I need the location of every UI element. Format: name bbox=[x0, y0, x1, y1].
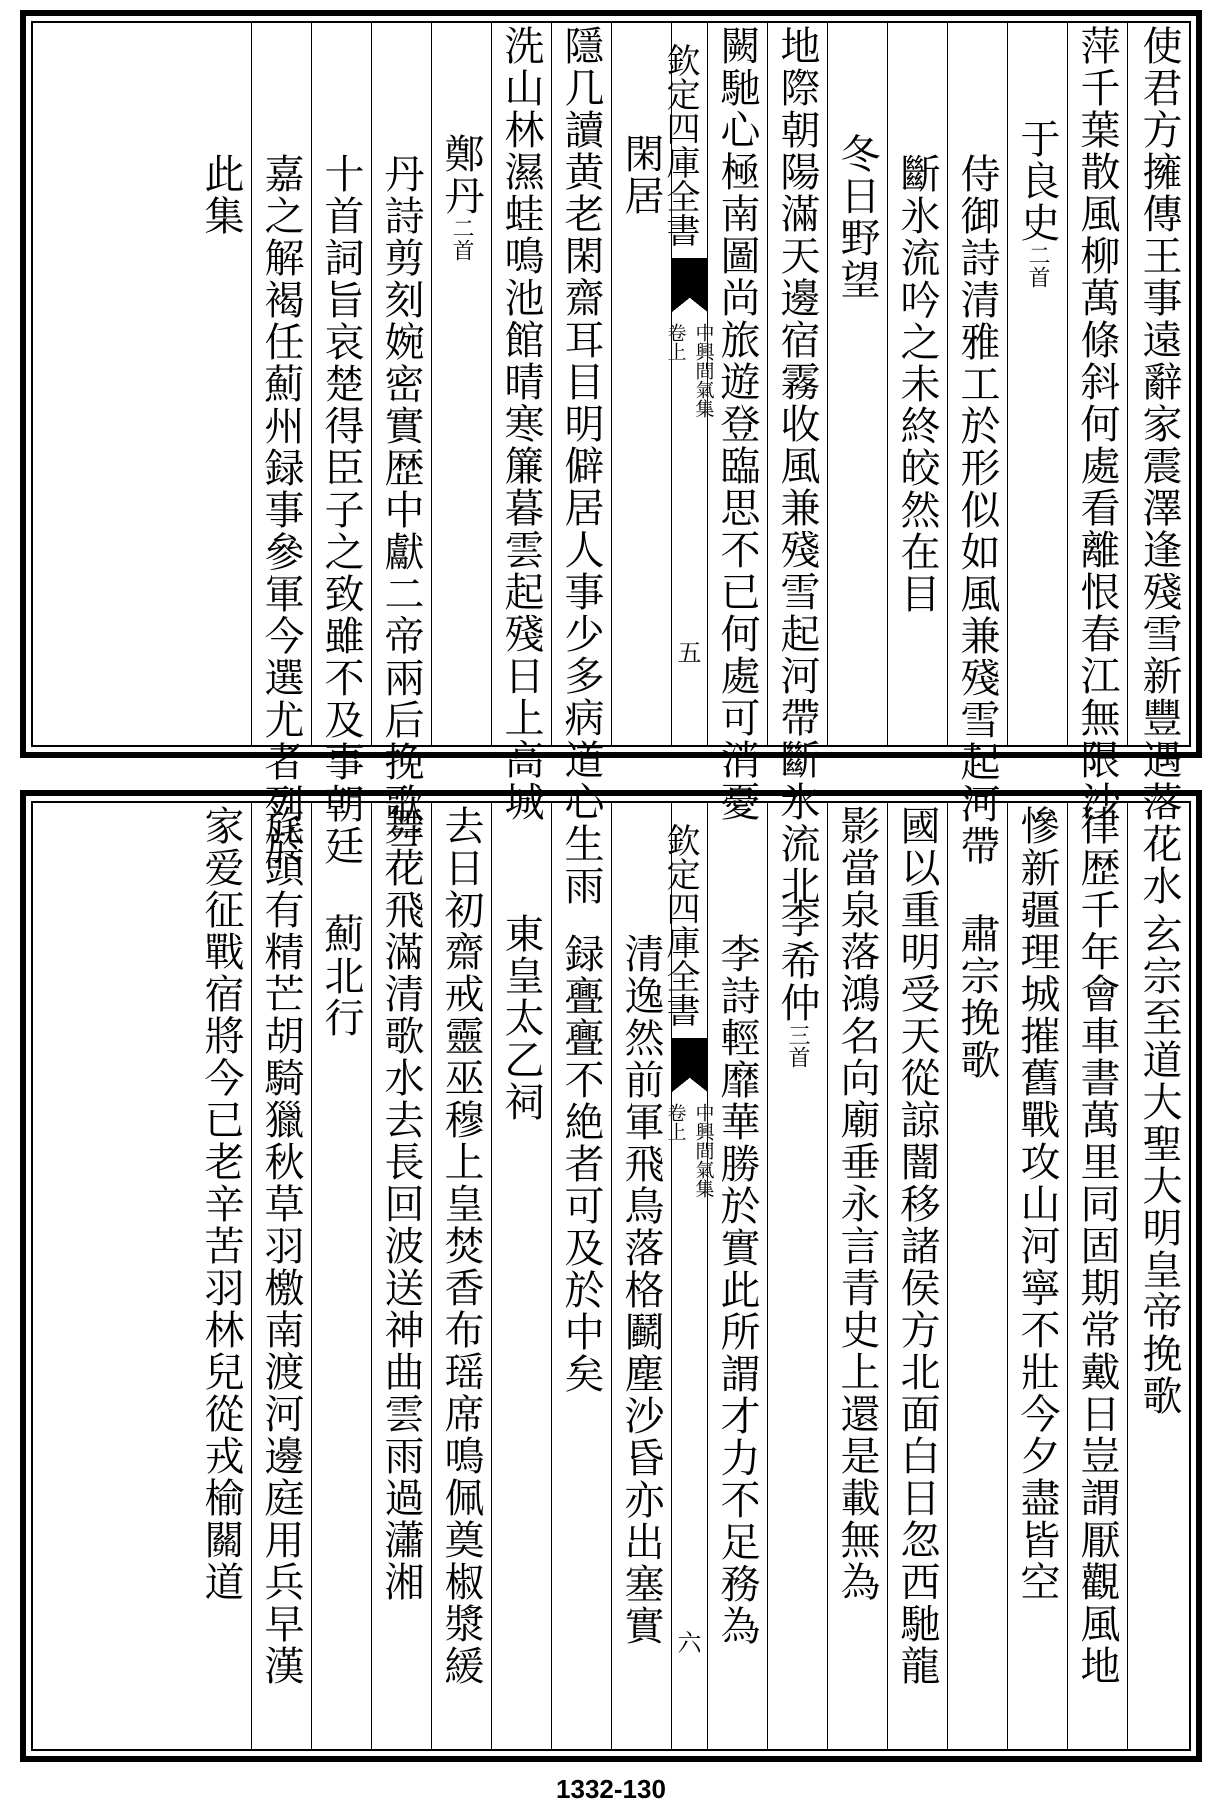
column-text bbox=[252, 805, 311, 1687]
text-column bbox=[1127, 803, 1189, 1749]
text-column bbox=[371, 23, 431, 867]
text-column bbox=[189, 803, 251, 1749]
column-main-text: 慘新疆理城摧舊戰攻山河寧不壯今夕盡皆空 bbox=[1014, 805, 1060, 1603]
top-page-columns bbox=[31, 21, 1191, 907]
text-column bbox=[311, 23, 371, 867]
column-text bbox=[1068, 25, 1127, 823]
bottom-page-panel bbox=[20, 790, 1202, 1762]
text-column bbox=[311, 803, 371, 1749]
text-column bbox=[827, 803, 887, 1749]
column-main-text: 李希仲 bbox=[774, 898, 820, 1024]
column-text bbox=[1128, 25, 1189, 907]
column-main-text: 東皇太乙祠 bbox=[498, 913, 544, 1123]
text-column bbox=[1067, 23, 1127, 823]
text-column bbox=[251, 803, 311, 1749]
bottom-page-columns bbox=[31, 801, 1191, 1751]
column-text bbox=[612, 133, 671, 217]
text-column bbox=[887, 23, 947, 745]
column-text bbox=[432, 133, 491, 261]
text-column bbox=[189, 23, 251, 745]
text-column bbox=[1007, 803, 1067, 1749]
book-title: 欽定四庫全書 bbox=[660, 823, 700, 1027]
column-main-text: 萍千葉散風柳萬條斜何處看離恨春江無限沙 bbox=[1074, 25, 1120, 823]
text-column bbox=[1127, 23, 1189, 907]
column-text bbox=[828, 133, 887, 301]
column-text bbox=[252, 153, 311, 867]
volume-label: 卷上 bbox=[664, 1103, 687, 1141]
column-text bbox=[708, 25, 767, 823]
fishtail-mark bbox=[672, 1038, 707, 1078]
column-main-text: 清逸然前軍飛鳥落格鬬塵沙昏亦出塞實 bbox=[618, 933, 664, 1647]
column-text bbox=[492, 25, 551, 823]
column-text bbox=[552, 25, 611, 907]
text-column bbox=[371, 803, 431, 1749]
collection-title: 中興間氣集 bbox=[692, 323, 715, 418]
column-text bbox=[432, 805, 491, 1687]
column-text bbox=[312, 153, 371, 867]
text-column bbox=[707, 803, 767, 1749]
text-column bbox=[431, 803, 491, 1749]
fishtail-mark bbox=[672, 258, 707, 298]
column-main-text: 肅宗挽歌 bbox=[954, 913, 1000, 1081]
column-main-text: 家爱征戰宿將今已老辛苦羽林兒從戎榆關道 bbox=[198, 805, 244, 1603]
page-code: 1332-130 bbox=[556, 1774, 666, 1804]
column-main-text: 去日初齋戒靈巫穆上皇焚香布瑶席鳴佩奠椒漿緩 bbox=[438, 805, 484, 1687]
text-column bbox=[827, 23, 887, 745]
column-main-text: 隱几讀黄老閑齋耳目明僻居人事少多病道心生雨 bbox=[558, 25, 604, 907]
column-text bbox=[1008, 805, 1067, 1603]
text-column bbox=[887, 803, 947, 1749]
column-text bbox=[492, 913, 551, 1123]
column-note: 二首 bbox=[449, 217, 474, 261]
column-main-text: 使君方擁傳王事遠辭家震澤逢殘雪新豐遇落花水 bbox=[1136, 25, 1182, 907]
column-main-text: 十首詞旨哀楚得臣子之致雖不及事朝廷 bbox=[318, 153, 364, 867]
column-main-text: 李詩輕靡華勝於實此所謂才力不足務為 bbox=[714, 933, 760, 1647]
top-page-panel bbox=[20, 10, 1202, 907]
text-column bbox=[251, 23, 311, 867]
column-main-text: 斷氷流吟之未終皎然在目 bbox=[894, 153, 940, 615]
text-column bbox=[491, 23, 551, 823]
column-text bbox=[372, 805, 431, 1603]
column-text bbox=[768, 25, 827, 907]
text-column bbox=[491, 803, 551, 1749]
column-text bbox=[768, 898, 827, 1068]
column-main-text: 録亹亹不絶者可及於中矣 bbox=[558, 933, 604, 1395]
center-margin-column bbox=[660, 23, 715, 745]
text-column bbox=[611, 803, 671, 1749]
column-text bbox=[552, 933, 611, 1395]
column-main-text: 玄宗至道大聖大明皇帝挽歌 bbox=[1136, 913, 1182, 1417]
column-note: 二首 bbox=[1025, 244, 1050, 288]
center-margin-column bbox=[660, 803, 715, 1749]
text-column bbox=[767, 803, 827, 1749]
column-main-text: 旄頭有精芒胡騎獵秋草羽檄南渡河邊庭用兵早漢 bbox=[258, 805, 304, 1687]
column-text bbox=[1008, 118, 1067, 288]
column-main-text: 國以重明受天從諒闇移諸侯方北面白日忽西馳龍 bbox=[894, 805, 940, 1687]
volume-label: 卷上 bbox=[664, 323, 687, 361]
column-text bbox=[372, 153, 431, 867]
column-main-text: 侍御詩清雅工於形似如風兼殘雪起河帶 bbox=[954, 153, 1000, 867]
text-column bbox=[431, 23, 491, 745]
column-text bbox=[612, 933, 671, 1647]
column-text bbox=[189, 153, 251, 237]
text-column bbox=[947, 803, 1007, 1749]
column-main-text: 閑居 bbox=[618, 133, 664, 217]
text-column bbox=[947, 23, 1007, 867]
book-title: 欽定四庫全書 bbox=[660, 43, 700, 247]
collection-title: 中興間氣集 bbox=[692, 1103, 715, 1198]
column-text bbox=[189, 805, 251, 1603]
column-text bbox=[1128, 913, 1189, 1417]
column-main-text: 嘉之解褐任薊州録事參軍今選尤者列於 bbox=[258, 153, 304, 867]
column-text bbox=[888, 153, 947, 615]
column-text bbox=[948, 153, 1007, 867]
column-text bbox=[312, 913, 371, 1039]
text-column bbox=[611, 23, 671, 745]
column-main-text: 薊北行 bbox=[318, 913, 364, 1039]
page-number: 五 bbox=[677, 639, 702, 667]
column-main-text: 此集 bbox=[198, 153, 244, 237]
page-number: 六 bbox=[677, 1629, 702, 1657]
column-main-text: 冬日野望 bbox=[834, 133, 880, 301]
text-column bbox=[551, 23, 611, 907]
column-text bbox=[888, 805, 947, 1687]
text-column bbox=[551, 803, 611, 1749]
text-column bbox=[1067, 803, 1127, 1749]
column-text bbox=[1068, 805, 1127, 1687]
column-main-text: 鄭丹 bbox=[438, 133, 484, 217]
column-text bbox=[828, 805, 887, 1603]
column-main-text: 洗山林濕蛙鳴池館晴寒簾暮雲起殘日上高城 bbox=[498, 25, 544, 823]
text-column bbox=[1007, 23, 1067, 745]
column-main-text: 影當泉落鴻名向廟垂永言青史上還是載無為 bbox=[834, 805, 880, 1603]
column-note: 三首 bbox=[785, 1024, 810, 1068]
column-main-text: 丹詩剪刻婉密實歴中獻二帝兩后挽歌三 bbox=[378, 153, 424, 867]
column-main-text: 于良史 bbox=[1014, 118, 1060, 244]
column-text bbox=[708, 933, 767, 1647]
column-main-text: 律歴千年會車書萬里同固期常戴日豈謂厭觀風地 bbox=[1074, 805, 1120, 1687]
text-column bbox=[767, 23, 827, 907]
column-main-text: 舞花飛滿清歌水去長回波送神曲雲雨過瀟湘 bbox=[378, 805, 424, 1603]
column-text bbox=[948, 913, 1007, 1081]
column-main-text: 闕馳心極南圖尚旅遊登臨思不已何處可消憂 bbox=[714, 25, 760, 823]
column-main-text: 地際朝陽滿天邊宿霧收風兼殘雪起河帶斷氷流北 bbox=[774, 25, 820, 907]
